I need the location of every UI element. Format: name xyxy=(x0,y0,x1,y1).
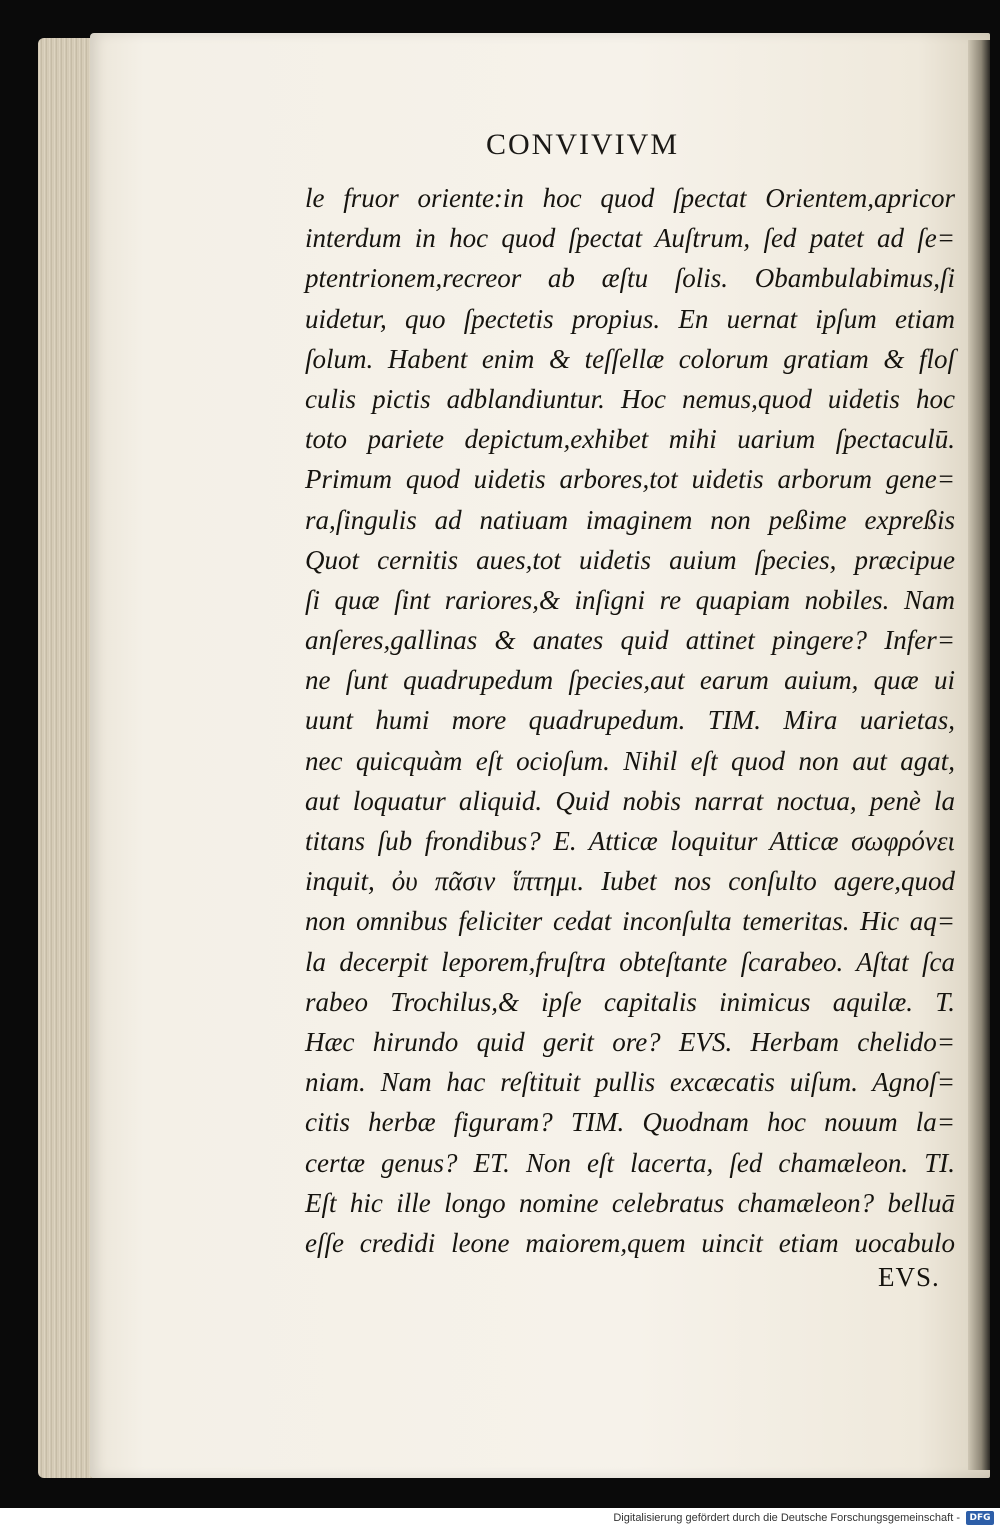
catchword: EVS. xyxy=(878,1262,940,1292)
text-line: ra,ſingulis ad natiuam imaginem non peßime expreßis xyxy=(305,504,955,535)
text-line: ne ſunt quadrupedum ſpecies,aut earum auium, quæ ui xyxy=(305,665,955,696)
text-line: la decerpit leporem,fruſtra obteſtante ſcarabeo. Aſtat ſca xyxy=(305,946,955,977)
text-line: le fruor oriente:in hoc quod ſpectat Orientem,apricor xyxy=(305,183,955,213)
text-line: nec quicquàm eſt ocioſum. Nihil eſt quod non aut agat, xyxy=(305,745,955,776)
text-line: rabeo Trochilus,& ipſe capitalis inimicus aquilæ. T. xyxy=(305,986,955,1017)
funding-notice: Digitalisierung gefördert durch die Deutsche Forschungsgemeinschaft - xyxy=(613,1512,960,1524)
text-line: ptentrionem,recreor ab æſtu ſolis. Obambulabimus,ſi xyxy=(305,263,955,294)
digitization-footer xyxy=(0,1508,1000,1529)
text-line: non omnibus feliciter cedat inconſulta temeritas. Hic aq= xyxy=(305,906,955,937)
text-line: toto pariete depictum,exhibet mihi uarium ſpectaculū. xyxy=(305,424,955,455)
text-line: anſeres,gallinas & anates quid attinet pingere? Infer= xyxy=(305,625,955,656)
text-line: Quot cernitis aues,tot uidetis auium ſpecies, præcipue xyxy=(305,544,955,575)
text-line: ſolum. Habent enim & teſſellæ colorum gratiam & floſ xyxy=(305,343,955,374)
text-line: aut loquatur aliquid. Quid nobis narrat noctua, penè la xyxy=(305,785,955,816)
text-line: certæ genus? ET. Non eſt lacerta, ſed chamæleon. TI. xyxy=(305,1147,955,1178)
text-line: citis herbæ figuram? TIM. Quodnam hoc nouum la= xyxy=(305,1107,955,1138)
body-text xyxy=(305,178,955,1263)
book-gutter xyxy=(968,40,990,1470)
text-line: interdum in hoc quod ſpectat Auſtrum, ſed patet ad ſe= xyxy=(305,223,955,254)
text-line: Hæc hirundo quid gerit ore? EVS. Herbam chelido= xyxy=(305,1026,955,1057)
text-line: Eſt hic ille longo nomine celebratus chamæleon? belluā xyxy=(305,1187,955,1218)
text-line: titans ſub frondibus? E. Atticæ loquitur Atticæ σωφρόνει xyxy=(305,826,955,856)
text-line: inquit, ὀυ πᾶσιν ἵπτημι. Iubet nos conſulto agere,quod xyxy=(305,866,955,897)
text-line: uidetur, quo ſpectetis propius. En uernat ipſum etiam xyxy=(305,303,955,334)
running-head: CONVIVIVM xyxy=(486,128,679,161)
text-line: niam. Nam hac reſtituit pullis excæcatis uiſum. Agnoſ= xyxy=(305,1067,955,1098)
text-line: eſſe credidi leone maiorem,quem uincit etiam uocabulo xyxy=(305,1227,955,1258)
text-line: Primum quod uidetis arbores,tot uidetis arborum gene= xyxy=(305,464,955,495)
text-line: culis pictis adblandiuntur. Hoc nemus,quod uidetis hoc xyxy=(305,383,955,414)
dfg-logo-icon: DFG xyxy=(966,1511,994,1525)
text-line: uunt humi more quadrupedum. TIM. Mira uarietas, xyxy=(305,705,955,736)
text-line: ſi quæ ſint rariores,& inſigni re quapiam nobiles. Nam xyxy=(305,584,955,615)
